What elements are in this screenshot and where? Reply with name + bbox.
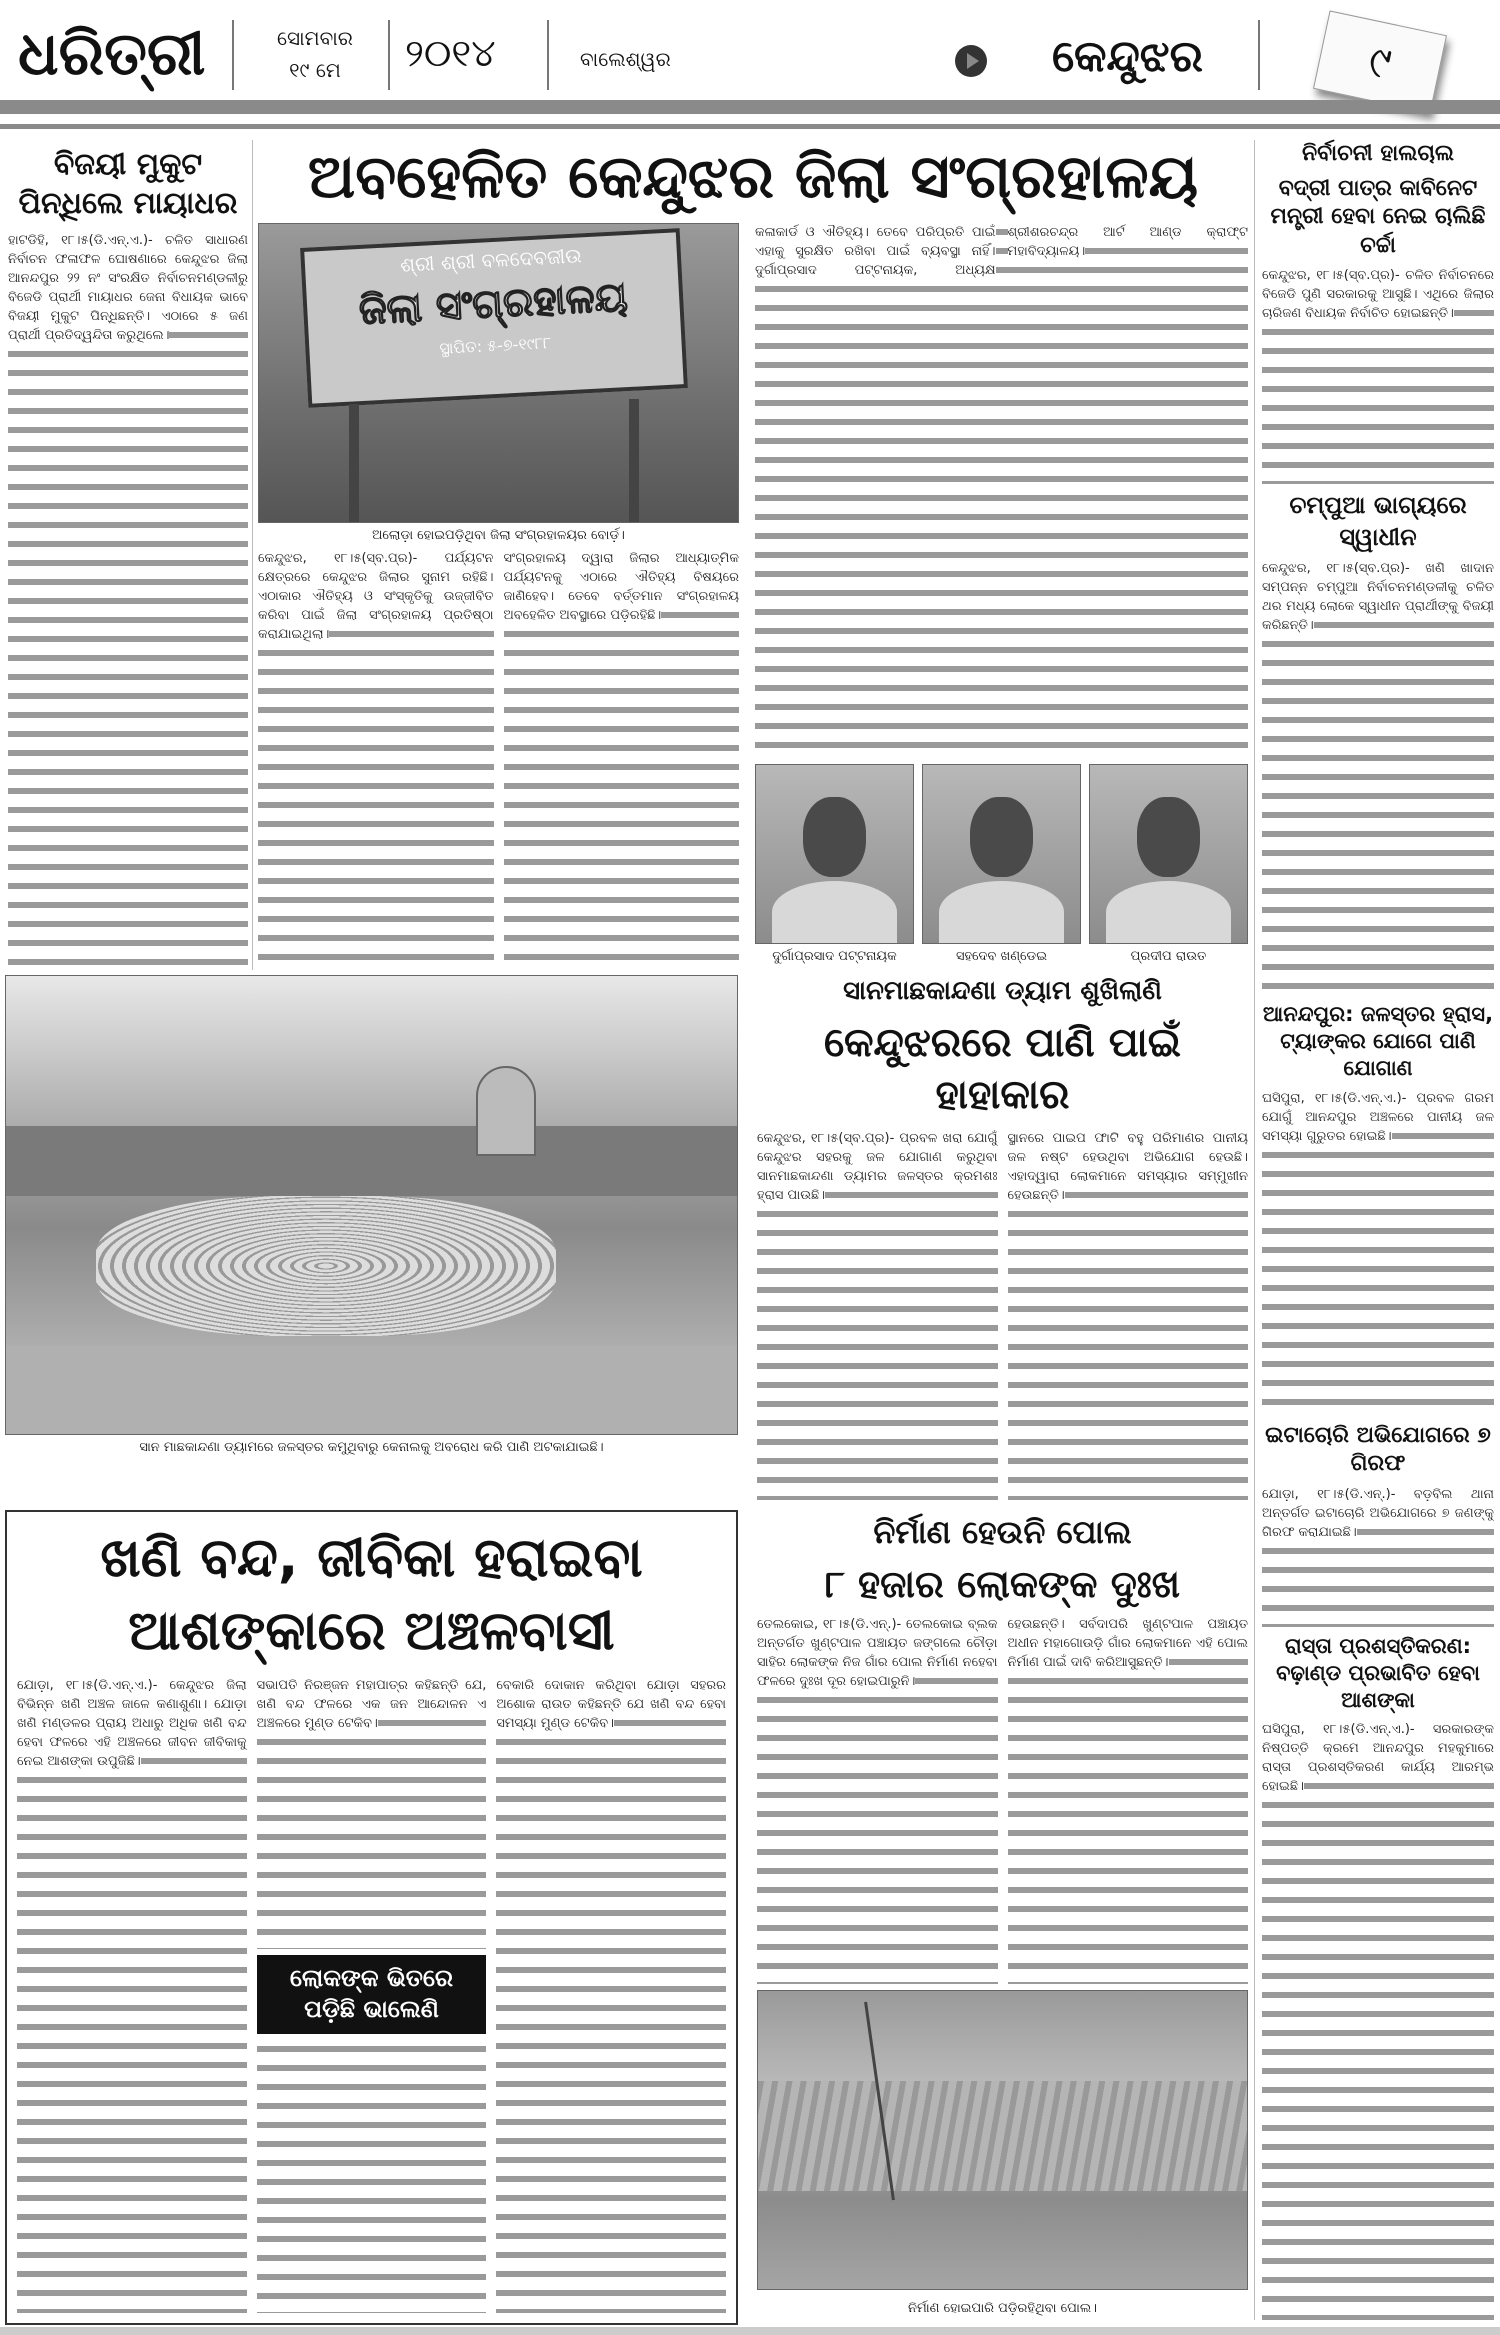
portrait-photo-1 <box>755 764 914 944</box>
lead-body-col2: ସଂଗ୍ରହାଳୟ ଦ୍ୱାରା ଜିଲାର ଆଧ୍ୟାତ୍ମିକ ପର୍ଯ୍ୟଟନକୁ ଏଠାରେ ଐତିହ୍ୟ ବିଷୟରେ ଜାଣିହେବ। ତେବେ ବର୍ତ୍ତମାନ ସଂଗ୍ରହାଳୟ ଅବହେଳିତ ଅବସ୍ଥାରେ ପଡ଼ିରହିଛି। <box>504 549 740 970</box>
bridge-body-col2: ହେଉଛନ୍ତି। ସର୍ବଦାପରି ଖୁଣ୍ଟପାଳ ପଞ୍ଚାୟତ ଅଧୀନ ମହାଗୋଉଡ଼ି ଗାଁର ଲୋକମାନେ ଏହି ପୋଲ ନିର୍ମାଣ ପାଇଁ ଦାବି କରିଆସୁଛନ୍ତି। <box>1008 1615 1249 1984</box>
right-a-body: କେନ୍ଦୁଝର, ୧୮।୫(ସ୍ବ.ପ୍ର)- ଚଳିତ ନିର୍ବାଚନରେ ବିଜେଡି ପୁଣି ସରକାରକୁ ଆସୁଛି। ଏଥିରେ ଜିଲାର ଚାରିଜଣ ବିଧାୟକ ନିର୍ବାଚିତ ହୋଇଛନ୍ତି। <box>1262 266 1494 484</box>
bottom-rule <box>0 2327 1500 2335</box>
section-name: କେନ୍ଦୁଝର <box>1052 31 1203 82</box>
issue-date: ୧୯ ମେ <box>289 58 341 82</box>
mine-body-col3: ବେକାରି ଦୋକାନ କରିଥିବା ଯୋଡ଼ା ସହରର ଅଶୋକ ରାଉତ କହିଛନ୍ତି ଯେ ଖଣି ବନ୍ଦ ହେବା ସମସ୍ୟା ମୁଣ୍ଡ ଟେକିବ। <box>496 1676 726 2313</box>
museum-sign: ଶ୍ରୀ ଶ୍ରୀ ବଳଦେବଜୀଉ ଜିଲା ସଂଗ୍ରହାଳୟ ସ୍ଥାପିତ: ୫-୭-୧୯୮୮ <box>300 228 688 408</box>
portrait-caption-2: ସହଦେବ ଖଣ୍ଡେଇ <box>955 949 1048 964</box>
right-c-headline: ଆନନ୍ଦପୁର: ଜଳସ୍ତର ହ୍ରାସ, ଟ୍ୟାଙ୍କର ଯୋଗେ ପାଣି ଯୋଗାଣ <box>1262 1001 1494 1081</box>
dam-kicker: ସାନମାଛକାନ୍ଦଣା ଡ୍ୟାମ ଶୁଖିଲାଣି <box>843 976 1162 1006</box>
right-d-body: ଯୋଡ଼ା, ୧୮।୫(ଡି.ଏନ୍.)- ବଡ଼ବିଲ ଥାନା ଅନ୍ତର୍ଗତ ଇଟାଚୋରି ଅଭିଯୋଗରେ ୭ ଜଣଙ୍କୁ ଗିରଫ କରାଯାଇଛି। <box>1262 1485 1494 1627</box>
left-headline: ବିଜୟୀ ମୁକୁଟ ପିନ୍ଧିଲେ ମାୟାଧର <box>18 147 238 221</box>
mine-inset-quote: ଲୋକଙ୍କ ଭିତରେ ପଡ଼ିଛି ଭାଲେଣି <box>257 1955 487 2033</box>
issue-year: ୨୦୧୪ <box>405 31 496 75</box>
lead-body-col1: କେନ୍ଦୁଝର, ୧୮।୫(ସ୍ବ.ପ୍ର)- ପର୍ଯ୍ୟଟନ କ୍ଷେତ୍ରରେ କେନ୍ଦୁଝର ଜିଲାର ସୁନାମ ରହିଛି। ଏଠାକାର ଐତିହ୍ୟ ଓ ସଂସ୍କୃତିକୁ ଉଜ୍ଜୀବିତ କରିବା ପାଇଁ ଜିଲା ସଂଗ୍ରହାଳୟ ପ୍ରତିଷ୍ଠା କରାଯାଇଥିଲା। <box>258 549 494 970</box>
right-c-body: ଘସିପୁରା, ୧୮।୫(ଡି.ଏନ୍.ଏ.)- ପ୍ରବଳ ଗରମ ଯୋଗୁଁ ଆନନ୍ଦପୁର ଅଞ୍ଚଳରେ ପାନୀୟ ଜଳ ସମସ୍ୟା ଗୁରୁତର ହୋଇଛି। <box>1262 1089 1494 1416</box>
dam-photo-block <box>5 975 738 1500</box>
museum-sign-photo <box>258 223 739 523</box>
right-column <box>1262 140 1494 2320</box>
dam-body-col1: କେନ୍ଦୁଝର, ୧୮।୫(ସ୍ବ.ପ୍ର)- ପ୍ରବଳ ଖରା ଯୋଗୁଁ କେନ୍ଦୁଝର ସହରକୁ ଜଳ ଯୋଗାଣ କରୁଥିବା ସାନମାଛକାନ୍ଦଣା ଡ୍ୟାମର ଜଳସ୍ତର କ୍ରମଶଃ ହ୍ରାସ ପାଉଛି। <box>757 1129 998 1500</box>
mine-body-col2-bottom <box>257 2040 487 2313</box>
lead-headline: ଅବହେଳିତ କେନ୍ଦୁଝର ଜିଲା ସଂଗ୍ରହାଳୟ <box>307 142 1199 212</box>
portrait-caption-3: ପ୍ରଦୀପ ରାଉତ <box>1130 949 1207 964</box>
mine-headline: ଖଣି ବନ୍ଦ, ଜୀବିକା ହରାଇବା ଆଶଙ୍କାରେ ଅଞ୍ଚଳବାସୀ <box>100 1526 643 1662</box>
page-number-badge <box>1313 10 1447 113</box>
mine-article-box <box>5 1510 738 2325</box>
play-bullet-icon <box>955 45 987 77</box>
right-d-headline: ଇଟାଚୋରି ଅଭିଯୋଗରେ ୭ ଗିରଫ <box>1265 1422 1491 1477</box>
page-number: ୯ <box>1363 35 1396 90</box>
bridge-kicker: ନିର୍ମାଣ ହେଉନି ପୋଲ <box>873 1513 1132 1551</box>
portrait-photo-2 <box>922 764 1081 944</box>
left-column <box>8 145 248 970</box>
bridge-site-photo <box>757 1990 1248 2290</box>
museum-photo-caption: ଅଲୋଡ଼ା ହୋଇପଡ଼ିଥିବା ଜିଲା ସଂଗ୍ରହାଳୟର ବୋର୍ଡ଼। <box>372 528 625 543</box>
portrait-caption-1: ଦୁର୍ଗାପ୍ରସାଦ ପଟ୍ଟନାୟକ <box>772 949 897 964</box>
bridge-story <box>757 1512 1248 2322</box>
lead-story <box>258 140 1248 970</box>
right-e-headline: ରାସ୍ତା ପ୍ରଶସ୍ତିକରଣ: ବଢ଼ାଣ୍ଡ ପ୍ରଭାବିତ ହେବା ଆଶଙ୍କା <box>1276 1633 1480 1713</box>
bridge-body-col1: ତେଲକୋଇ, ୧୮।୫(ଡି.ଏନ୍.)- ତେଲକୋଇ ବ୍ଲକ ଅନ୍ତର୍ଗତ ଖୁଣ୍ଟପାଳ ପଞ୍ଚାୟତ ଜଙ୍ଗଲେ ଚୌଡ଼ା ସାହିର ଲୋକଙ୍କ ନିଜ ଗାଁର ପୋଲ ନିର୍ମାଣ ନହେବା ଫଳରେ ଦୁଃଖ ଦୂର ହୋଇପାରୁନି। <box>757 1615 998 1984</box>
dam-headline: କେନ୍ଦୁଝରରେ ପାଣି ପାଇଁ ହାହାକାର <box>823 1019 1182 1118</box>
right-b-headline: ଚମ୍ପୁଆ ଭାଗ୍ୟରେ ସ୍ୱାଧୀନ <box>1289 491 1467 551</box>
dam-photo-caption: ସାନ ମାଛକାନ୍ଦଣା ଡ୍ୟାମରେ ଜଳସ୍ତର କମୁଥିବାରୁ କେନାଲକୁ ଅବରୋଧ କରି ପାଣି ଅଟକାଯାଇଛି। <box>139 1440 604 1455</box>
mine-body-col1: ଯୋଡ଼ା, ୧୮।୫(ଡି.ଏନ୍.ଏ.)- କେନ୍ଦୁଝର ଜିଲା ବିଭିନ୍ନ ଖଣି ଅଞ୍ଚଳ ଜାଳେ କଣାଶୁଣା। ଯୋଡ଼ା ଖଣି ମଣ୍ଡଳର ପ୍ରାୟ ଅଧାରୁ ଅଧିକ ଖଣି ବନ୍ଦ ହେବା ଫଳରେ ଏହି ଅଞ୍ଚଳରେ ଜୀବନ ଜୀବିକାକୁ ନେଇ ଆଶଙ୍କା ଉପୁଜିଛି। <box>17 1676 247 2313</box>
dam-canal-photo <box>5 975 738 1435</box>
left-article-body: ହାଟଡିହି, ୧୮।୫(ଡି.ଏନ୍.ଏ.)- ଚଳିତ ସାଧାରଣ ନିର୍ବାଚନ ଫଳାଫଳ ଘୋଷଣାରେ କେନ୍ଦୁଝର ଜିଲା ଆନନ୍ଦପୁର ୨୨ ନଂ ସଂରକ୍ଷିତ ନିର୍ବାଚନମଣ୍ଡଳୀରୁ ବିଜେଡି ପ୍ରାର୍ଥୀ ମାୟାଧର ଜେନା ବିଧାୟକ ଭାବେ ବିଜୟୀ ମୁକୁଟ ପିନ୍ଧିଛନ୍ତି। ଏଠାରେ ୫ ଜଣ ପ୍ରାର୍ଥୀ ପ୍ରତିଦ୍ୱନ୍ଦିତା କରୁଥିଲେ। <box>8 231 248 970</box>
dam-story <box>757 975 1248 1500</box>
paper-logo: ଧରିତ୍ରୀ <box>18 19 206 89</box>
issue-day: ସୋମବାର <box>277 26 353 50</box>
edition-name: ବାଲେଶ୍ୱର <box>580 47 671 71</box>
masthead <box>0 0 1500 130</box>
portrait-photo-3 <box>1089 764 1248 944</box>
right-b-body: କେନ୍ଦୁଝର, ୧୮।୫(ସ୍ବ.ପ୍ର)- ଖଣି ଖାଦାନ ସମ୍ପନ୍ନ ଚମ୍ପୁଆ ନିର୍ବାଚନମଣ୍ଡଳୀକୁ ଚଳିତ ଥର ମଧ୍ୟ ଲୋକେ ସ୍ୱାଧୀନ ପ୍ରାର୍ଥୀଙ୍କୁ ବିଜୟୀ କରିଛନ୍ତି। <box>1262 559 1494 995</box>
right-e-body: ଘସିପୁରା, ୧୮।୫(ଡି.ଏନ୍.ଏ.)- ସରକାରଙ୍କ ନିଷ୍ପତ୍ତି କ୍ରମେ ଆନନ୍ଦପୁର ମହକୁମାରେ ରାସ୍ତା ପ୍ରଶସ୍ତିକରଣ କାର୍ଯ୍ୟ ଆରମ୍ଭ ହୋଇଛି। <box>1262 1720 1494 2320</box>
lead-body-col3: କଳାକାର୍ଡ ଓ ଐତିହ୍ୟ। ତେବେ ପରିପ୍ରତି ପାଇଁ ଏହାକୁ ସୁରକ୍ଷିତ ରଖିବା ପାଇଁ ବ୍ୟବସ୍ଥା ନାହିଁ। ଦୁର୍ଗାପ୍ରସାଦ ପଟ୍ଟନାୟକ, ଅଧ୍ୟକ୍ଷ ଶ୍ରୀଶରଚନ୍ଦ୍ର ଆର୍ଟ ଆଣ୍ଡ କ୍ରାଫ୍ଟ ମହାବିଦ୍ୟାଳୟ। <box>755 223 1248 758</box>
bridge-headline: ୮ ହଜାର ଲୋକଙ୍କ ଦୁଃଖ <box>824 1561 1181 1606</box>
bridge-photo-caption: ନିର୍ମାଣ ହୋଇପାରି ପଡ଼ିରହିଥିବା ପୋଲ। <box>908 2301 1097 2316</box>
right-a-kicker: ନିର୍ବାଚନୀ ହାଲଚାଲ <box>1301 141 1455 166</box>
mine-body-col2-top: ସଭାପତି ନିରଞ୍ଜନ ମହାପାତ୍ର କହିଛନ୍ତି ଯେ, ଖଣି ବନ୍ଦ ଫଳରେ ଏକ ଜନ ଆନ୍ଦୋଳନ ଏ ଅଞ୍ଚଳରେ ମୁଣ୍ଡ ଟେକିବ। <box>257 1676 487 1949</box>
right-a-headline: ବଦ୍ରୀ ପାତ୍ର କାବିନେଟ ମନ୍ତ୍ରୀ ହେବା ନେଇ ଚାଲିଛି ଚର୍ଚ୍ଚା <box>1270 175 1486 258</box>
dam-body-col2: ସ୍ଥାନରେ ପାଇପ ଫାଟି ବହୁ ପରିମାଣର ପାନୀୟ ଜଳ ନଷ୍ଟ ହେଉଥିବା ଅଭିଯୋଗ ହେଉଛି। ଏହାଦ୍ୱାରା ଲୋକମାନେ ସମସ୍ୟାର ସମ୍ମୁଖୀନ ହେଉଛନ୍ତି। <box>1008 1129 1249 1500</box>
